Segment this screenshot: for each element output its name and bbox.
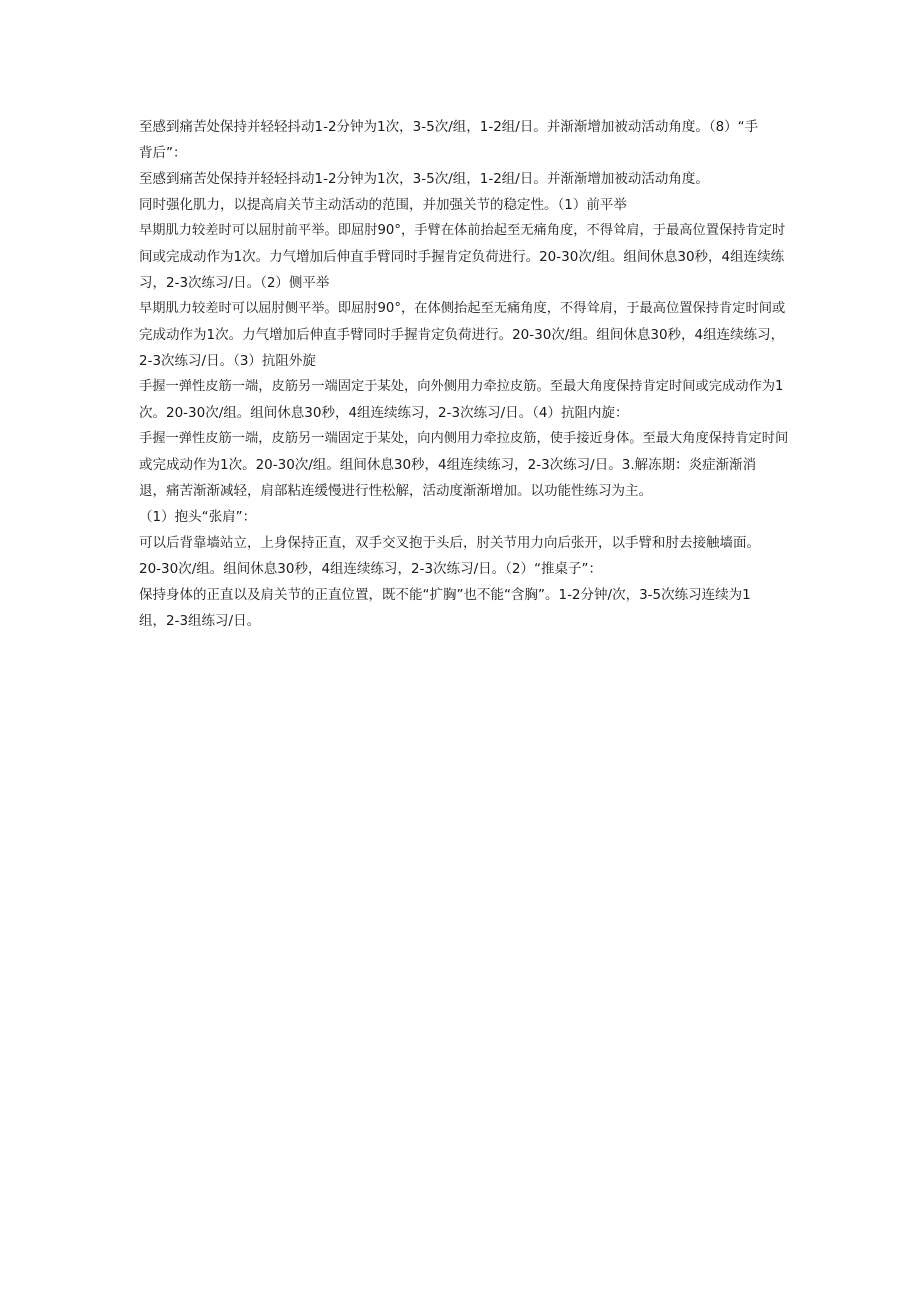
text-line: 早期肌力较差时可以屈肘前平举。即屈肘90°，手臂在体前抬起至无痛角度，不得耸肩，于最高位置保持肯定时	[139, 223, 786, 238]
text-line: 同时强化肌力，以提高肩关节主动活动的范围，并加强关节的稳定性。（1）前平举	[139, 197, 627, 213]
text-line: 至感到痛苦处保持并轻轻抖动1-2分钟为1次，3-5次/组，1-2组/日。并渐渐增加被动活动角度。（8）“手	[139, 119, 759, 135]
text-line: 次。20-30次/组。组间休息30秒，4组连续练习，2-3次练习/日。（4）抗阻内旋：	[139, 405, 629, 421]
text-line: 背后”：	[139, 145, 187, 161]
text-line: 组，2-3组练习/日。	[139, 613, 261, 629]
text-line: 习，2-3次练习/日。（2）侧平举	[139, 275, 330, 291]
text-line: 手握一弹性皮筋一端，皮筋另一端固定于某处，向内侧用力牵拉皮筋，使手接近身体。至最大角度保持肯定时间	[139, 431, 789, 446]
document-body	[139, 114, 789, 634]
text-line: （1）抱头“张肩”：	[139, 509, 257, 525]
text-line: 保持身体的正直以及肩关节的正直位置，既不能“扩胸”也不能“含胸”。1-2分钟/次，3-5次练习连续为1	[139, 587, 751, 603]
text-line: 间或完成动作为1次。力气增加后伸直手臂同时手握肯定负荷进行。20-30次/组。组间休息30秒，4组连续练	[139, 249, 785, 265]
text-line: 退，痛苦渐渐减轻，肩部粘连缓慢进行性松解，活动度渐渐增加。以功能性练习为主。	[139, 483, 652, 499]
text-line: 手握一弹性皮筋一端，皮筋另一端固定于某处，向外侧用力牵拉皮筋。至最大角度保持肯定时间或完成动作为1	[139, 379, 784, 394]
text-line: 或完成动作为1次。20-30次/组。组间休息30秒，4组连续练习，2-3次练习/日。3.解冻期：炎症渐渐消	[139, 457, 757, 473]
text-line: 完成动作为1次。力气增加后伸直手臂同时手握肯定负荷进行。20-30次/组。组间休息30秒，4组连续练习，	[139, 327, 785, 343]
text-line: 早期肌力较差时可以屈肘侧平举。即屈肘90°，在体侧抬起至无痛角度，不得耸肩，于最高位置保持肯定时间或	[139, 301, 786, 316]
text-line: 可以后背靠墙站立，上身保持正直，双手交叉抱于头后，肘关节用力向后张开，以手臂和肘去接触墙面。	[139, 535, 760, 551]
text-line: 至感到痛苦处保持并轻轻抖动1-2分钟为1次，3-5次/组，1-2组/日。并渐渐增加被动活动角度。	[139, 171, 709, 187]
text-line: 20-30次/组。组间休息30秒，4组连续练习，2-3次练习/日。（2）“推桌子”：	[139, 561, 602, 577]
text-line: 2-3次练习/日。（3）抗阻外旋	[139, 353, 316, 369]
